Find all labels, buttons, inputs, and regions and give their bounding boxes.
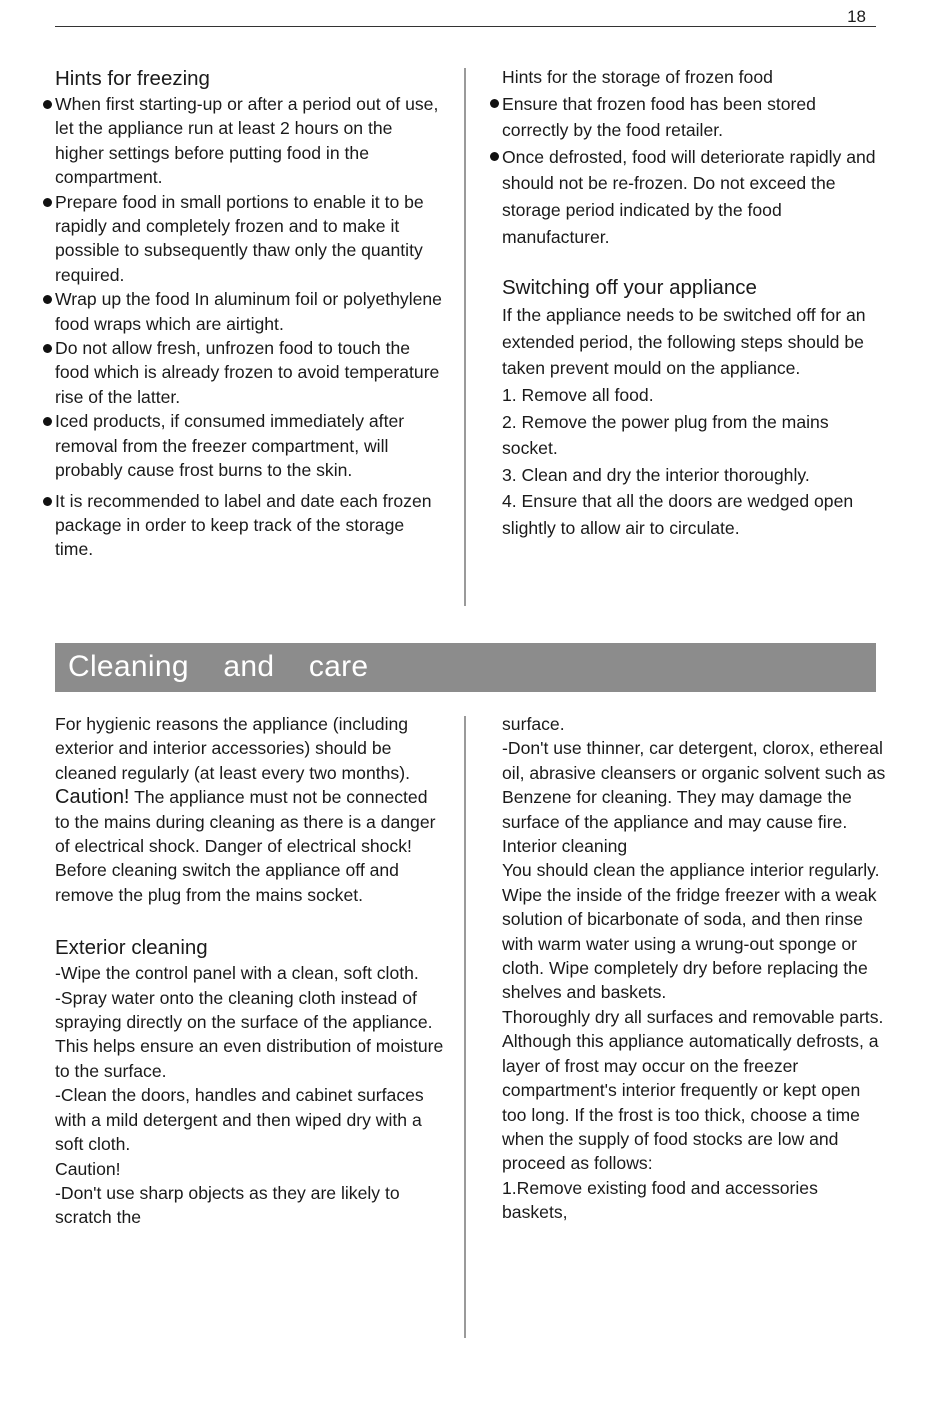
- freezing-hints-heading: Hints for freezing: [55, 67, 210, 90]
- frozen-storage-list: [502, 91, 887, 251]
- list-item: Iced products, if consumed immediately after removal from the freezer compartment, will probably cause frost burns to the skin.: [55, 409, 445, 482]
- frozen-storage-column: [502, 64, 887, 542]
- top-rule: [55, 26, 876, 27]
- switch-off-step: 3. Clean and dry the interior thoroughly.: [502, 464, 810, 485]
- switch-off-step: 1. Remove all food.: [502, 384, 654, 405]
- thoroughly-dry-text: Thoroughly dry all surfaces and removable parts.: [502, 1006, 884, 1027]
- switch-off-step: 4. Ensure that all the doors are wedged open slightly to allow air to circulate.: [502, 491, 854, 538]
- sharp-objects-warning: -Don't use sharp objects as they are likely to scratch the: [55, 1182, 400, 1228]
- page-number: 18: [847, 7, 866, 26]
- list-item: When first starting-up or after a period out of use, let the appliance run at least 2 hours on the higher settings before putting food in the compartment.: [55, 92, 445, 190]
- top-column-divider: [464, 68, 466, 606]
- interior-cleaning-heading: Interior cleaning: [502, 836, 628, 857]
- cleaning-left-column: [55, 712, 447, 1230]
- caution-label: Caution!: [55, 786, 130, 809]
- cleaning-right-column: [502, 712, 887, 1225]
- caution-paragraph: [55, 785, 447, 907]
- switch-off-step: 2. Remove the power plug from the mains socket.: [502, 411, 829, 459]
- hygiene-intro: For hygienic reasons the appliance (including exterior and interior accessories) should be cleaned regularly (at least every two months).: [55, 714, 410, 783]
- caution-label-2: Caution!: [55, 1158, 121, 1179]
- thinner-warning: -Don't use thinner, car detergent, clorox, ethereal oil, abrasive cleansers or organic solvent such as Benzene for cleaning. They may damage the surface of the appliance and may cause fire.: [502, 738, 886, 832]
- surface-continuation: surface.: [502, 714, 565, 734]
- exterior-item: -Spray water onto the cleaning cloth instead of spraying directly on the surface of the appliance. This helps ensure an even distribution of moisture to the surface.: [55, 987, 444, 1081]
- freezing-hints-list: [55, 92, 445, 562]
- caution-text: The appliance must not be connected to the mains during cleaning as there is a danger of electrical shock. Danger of electrical shock! Before cleaning switch the appliance off and remove the plug from the mains socket.: [55, 787, 436, 905]
- bottom-column-divider: [464, 716, 466, 1338]
- defrost-step: 1.Remove existing food and accessories baskets,: [502, 1177, 818, 1223]
- switching-off-intro: If the appliance needs to be switched off for an extended period, the following steps should be taken prevent mould on the appliance.: [502, 305, 866, 379]
- list-item: Wrap up the food In aluminum foil or polyethylene food wraps which are airtight.: [55, 287, 445, 336]
- frozen-storage-heading: Hints for the storage of frozen food: [502, 67, 773, 87]
- freezing-hints-column: [55, 65, 445, 562]
- defrost-text: Although this appliance automatically defrosts, a layer of frost may occur on the freezer compartment's interior frequently or kept open too long. If the frost is too thick, choose a time when the supply of food stocks are low and proceed as follows:: [502, 1031, 879, 1174]
- section-band: [55, 643, 876, 692]
- exterior-cleaning-heading: Exterior cleaning: [55, 936, 208, 960]
- section-title: Cleaning and care: [68, 650, 369, 683]
- list-item: Prepare food in small portions to enable it to be rapidly and completely frozen and to make it possible to subsequently thaw only the quantity required.: [55, 190, 445, 288]
- exterior-item: -Wipe the control panel with a clean, soft cloth.: [55, 963, 419, 984]
- list-item: It is recommended to label and date each frozen package in order to keep track of the storage time.: [55, 489, 445, 562]
- list-item: Ensure that frozen food has been stored correctly by the food retailer.: [502, 91, 887, 144]
- switching-off-heading: Switching off your appliance: [502, 276, 757, 300]
- list-item: Once defrosted, food will deteriorate rapidly and should not be re-frozen. Do not exceed the storage period indicated by the food manufacturer.: [502, 144, 887, 250]
- interior-cleaning-text: You should clean the appliance interior regularly. Wipe the inside of the fridge freezer with a weak solution of bicarbonate of soda, and then rinse with warm water using a wrung-out sponge or cloth. Wipe completely dry before replacing the shelves and baskets.: [502, 860, 880, 1003]
- list-item: Do not allow fresh, unfrozen food to touch the food which is already frozen to avoid temperature rise of the latter.: [55, 336, 445, 409]
- exterior-item: -Clean the doors, handles and cabinet surfaces with a mild detergent and then wiped dry with a soft cloth.: [55, 1085, 424, 1155]
